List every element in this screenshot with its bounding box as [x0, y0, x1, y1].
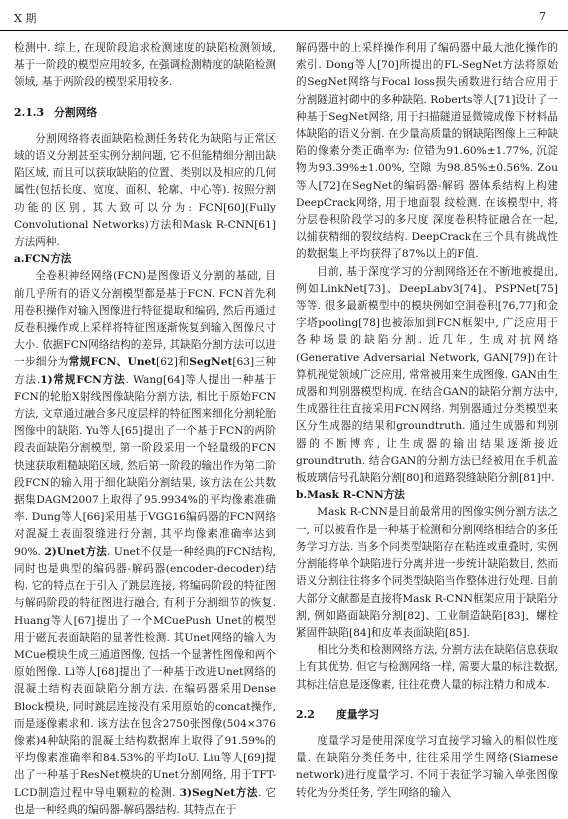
- fcn-rest: . Wang[64]等人提出一种基于FCN的轮胎X射线图像缺陷分割方法, 相比于原始FCN方法, 文章通过融合多尺度层样的特征图来细化分割轮胎图像中的缺陷. Yu等人[65]提出了一个基于FCN的两阶段表面缺陷分割模型, 第一阶段采用一个轻量级的FCN快速获取粗糙缺陷区域, 然后第一阶段的输出作为第二阶段FCN的输入用于细化缺陷分割结果, 该方法在公共数据集DAGM2007上取得了95.9934%的平均像素准确率. Dung等人[66]采用基于VGG16编码器的FCN网络对混凝土表面裂缝进行分割, 其平均像素准确率达到90%.: [14, 373, 276, 558]
- section-heading-2-2: [296, 706, 558, 723]
- section-title-2-2: 度量学习: [336, 707, 380, 721]
- fcn-after-2: [63]三种方法.: [14, 356, 277, 386]
- section-heading-2-1-3: [14, 104, 276, 121]
- other-segmentation-paragraph: 目前, 基于深度学习的分割网络还在不断地被提出, 例如LinkNet[73]、DeepLabv3[74]、PSPNet[75]等等. 很多最新模型中的模块例如空洞卷积[76,77]和金字塔pooling[78]也被添加到FCN框架中, 广泛应用于各种场景的缺陷分割. 近几年, 生成对抗网络(Generative Adversarial Network, GAN[79])在计算机视觉领域广泛应用, 常常被用来生成图像. GAN由生成器和判别器模型构成. 在结合GAN的缺陷分割方法中, 生成器往往直接采用FCN网络. 判别器通过分类模型来区分生成器的结果和groundtruth. 通过生成器和判别器的不断博弈, 让生成器的输出结果逐渐接近groundtruth. 结合GAN的分割方法已经被用在手机盖板玻璃信号孔缺陷分割[80]和道路裂缝缺陷分割[81]中.: [296, 265, 558, 485]
- fcn-bold-2: SegNet: [189, 356, 233, 369]
- segmentation-intro-paragraph: 分割网络将表面缺陷检测任务转化为缺陷与正常区域的语义分割甚至实例分割问题, 它不但能精细分割出缺陷区域, 而且可以获取缺陷的位置、类别以及相应的几何属性(包括长度、宽度、面积、轮廓、中心等). 按照分割功能的区别, 其大致可以分为: FCN[60](Fully Convolutional Networks)方法和Mask R-CNN[61]方法两种.: [14, 132, 276, 249]
- subheading-mask-rcnn: b.Mask R-CNN方法: [296, 489, 405, 502]
- intro-paragraph: 检测中. 综上, 在现阶段追求检测速度的缺陷检测领域, 基于一阶段的模型应用较多, 在强调检测精度的缺陷检测领域, 基于两阶段的模型采用较多.: [14, 42, 276, 89]
- left-column: [14, 40, 276, 819]
- mask-rcnn-paragraph: Mask R-CNN是目前最常用的图像实例分割方法之一, 可以被看作是一种基于检测和分割网络相结合的多任务学习方法. 当多个同类型缺陷存在粘连或重叠时, 实例分割能将单个缺陷进行分离并进一步统计缺陷数目, 然而语义分割往往将多个同类型缺陷当作整体进行处理. 目前大部分文献都是直接将Mask R-CNN框架应用于缺陷分割, 例如路面缺陷分割[82]、工业制造缺陷[83]、螺栓紧固件缺陷[84]和皮革表面缺陷[85].: [296, 506, 558, 639]
- subheading-fcn: a.FCN方法: [14, 253, 72, 266]
- page-number: 7: [539, 10, 546, 23]
- fcn-after-1: [62]和: [156, 356, 190, 369]
- unet-text: . Unet不仅是一种经典的FCN结构, 同时也是典型的编码器-解码器(encoder-decoder)结构. 它的特点在于引入了跳层连接, 将编码阶段的特征图与解码阶段的特征图进行融合, 有利于分割细节的恢复. Huang等人[67]提出了一个MCuePush Unet的模型用于磁瓦表面缺陷的显著性检测. 其Unet网络的输入为MCue模块生成三通道图像, 包括一个显著性图像和两个原始图像. Li等人[68]提出了一种基于改进Unet网络的混凝土结构表面缺陷分割方法. 在编码器采用Dense Block模块, 同时跳层连接没有采用原始的concat操作, 而是逐像素求和. 该方法在包含2750张图像(504×376 像素)4种缺陷的混凝土结构数据库上取得了91.59%的平均像素准确率和84.53%的平均IoU. Liu等人[69]提出了一种基于ResNet模块的Unet分割网络, 用于TFT-LCD制造过程中导电颗粒的检测.: [14, 545, 276, 799]
- segnet-continued-paragraph: 解码器中的上采样操作利用了编码器中最大池化操作的索引. Dong等人[70]所提出的FL-SegNet方法将原始的SegNet网络与Focal loss损失函数进行结合应用于分割隧道衬砌中的多种缺陷. Roberts等人[71]设计了一种基于SegNet网络, 用于扫描隧道显微镜成像下材料晶体缺陷的语义分割. 在少量高质量的钢缺陷图像上三种缺陷的像素分类正确率为: 位错为91.60%±1.77%, 沉淀物为93.39%±1.00%, 空隙 为98.85%±0.56%. Zou等人[72]在SegNet的编码器-解码 器体系结构上构建DeepCrack网络, 用于地面裂 纹检测. 在该模型中, 将分层卷积阶段学习的多尺度 深度卷积特征融合在一起, 以捕获精细的裂纹结构. DeepCrack在三个具有挑战性的数据集上平均获得了87%以上的F值.: [296, 42, 558, 261]
- segnet-text: . 它也是一种经典的编码器-解码器结构. 其特点在于: [14, 786, 276, 816]
- fcn-paragraph: [14, 268, 276, 819]
- fcn-text-1: 全卷积神经网络(FCN)是图像语义分割的基础, 目前几乎所有的语义分割模型都是基于FCN. FCN首先利用卷积操作对输入图像进行特征提取和编码, 然后再通过反卷积操作或上采样将特征图逐渐恢复到输入图像尺寸大小. 依据FCN网络结构的差异, 其缺陷分割方法可以进一步细分为: [14, 270, 276, 369]
- right-column: [296, 40, 558, 802]
- journal-issue: X 期: [14, 12, 37, 25]
- segnet-bold: 3)SegNet方法: [179, 786, 259, 799]
- fcn-bold-1: 常规FCN、Unet: [68, 356, 157, 369]
- summary-paragraph: 相比分类和检测网络方法, 分割方法在缺陷信息获取上有其优势. 但它与检测网络一样, 需要大量的标注数据, 其标注信息是逐像素, 往往花费人量的标注精力和成本.: [296, 644, 558, 691]
- section-number: 2.1.3: [14, 105, 45, 119]
- page-header: [0, 0, 568, 31]
- unet-bold: 2)Unet方法: [44, 545, 108, 558]
- section-number-2-2: 2.2: [296, 707, 315, 721]
- fcn-bold-3: 1)常规FCN方法: [40, 373, 126, 386]
- section-title: 分割网络: [54, 105, 98, 119]
- metric-learning-paragraph: 度量学习是使用深度学习直接学习输入的相似性度量. 在缺陷分类任务中, 往往采用学生网络(Siamese network)进行度量学习. 不同于表征学习输入单张图像转化为分类任务, 学生网络的输入: [296, 734, 558, 799]
